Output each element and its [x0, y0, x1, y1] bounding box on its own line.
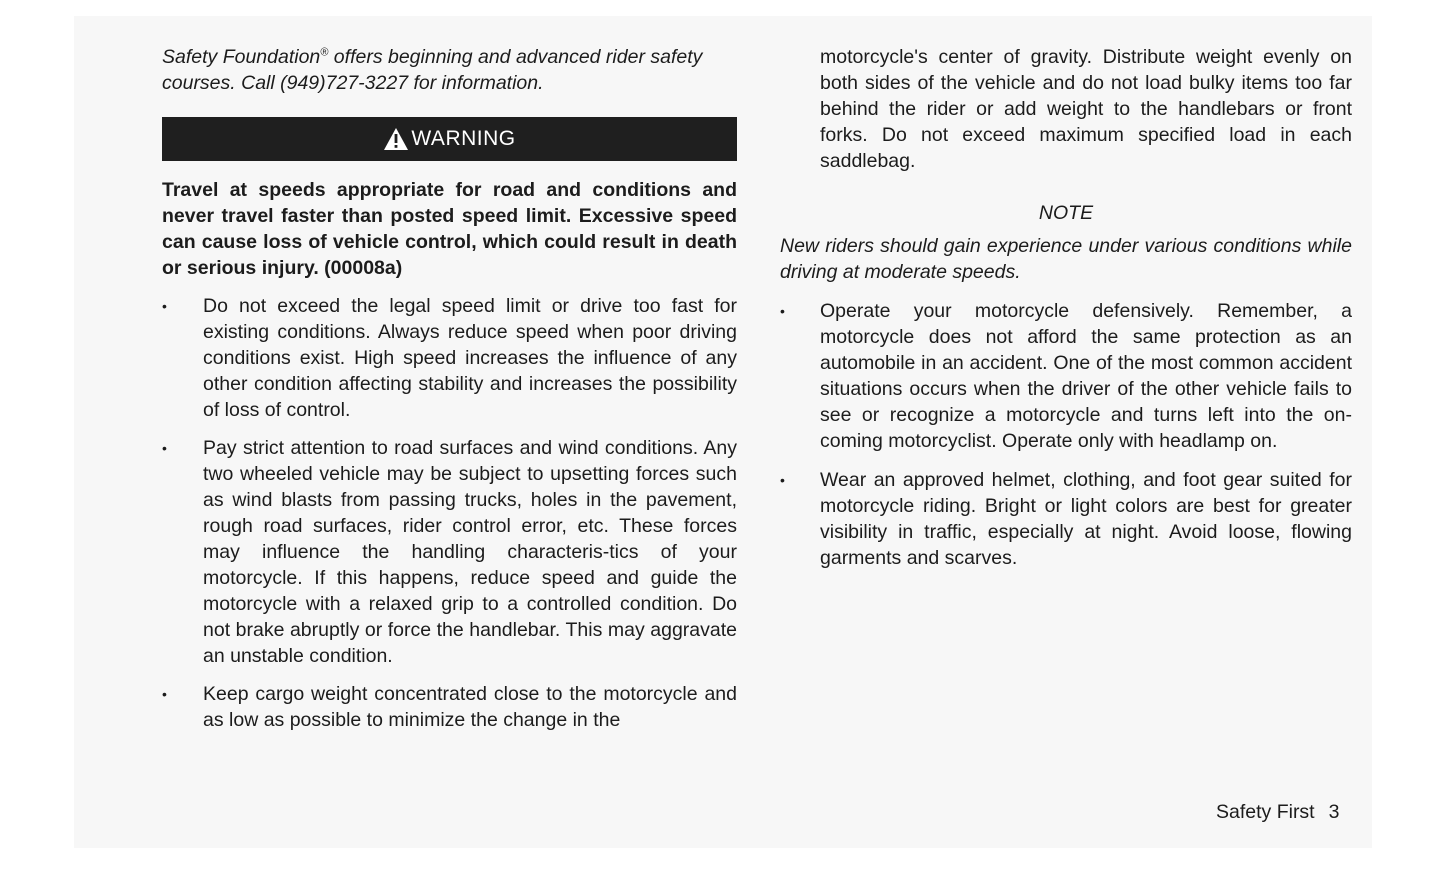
warning-text: Travel at speeds appropriate for road and conditions and never travel faster than posted speed limit. Excessive speed can cause loss of vehicle control, which could result in death or serious injury. (00008a)	[162, 179, 737, 279]
list-item-text: Do not exceed the legal speed limit or drive too fast for existing conditions. Always reduce speed when poor driving conditions exist. High speed increases the influence of any other condition affecting stability and increases the possibility of loss of control.	[203, 295, 737, 421]
intro-paragraph	[162, 44, 737, 96]
list-item	[780, 298, 1352, 454]
footer-section-title: Safety First	[1216, 801, 1315, 823]
registered-mark: ®	[320, 46, 329, 59]
list-item-text: Operate your motorcycle defensively. Remember, a motorcycle does not afford the same protection as an automobile in an accident. One of the most common accident situations occurs when the driver of the other vehicle fails to see or recognize a motorcycle and turns left into the on-coming motorcyclist. Operate only with headlamp on.	[820, 300, 1352, 452]
intro-text-after: offers beginning and advanced rider safety courses. Call (949)727-3227 for information.	[162, 46, 703, 94]
list-item-text: Keep cargo weight concentrated close to the motorcycle and as low as possible to minimize the change in the	[203, 683, 737, 731]
list-item-text: Pay strict attention to road surfaces and wind conditions. Any two wheeled vehicle may be subject to upsetting forces such as wind blasts from passing trucks, holes in the pavement, rough road surfaces, rider control error, etc. These forces may influence the handling characteris-tics of your motorcycle. If this happens, reduce speed and guide the motorcycle with a relaxed grip to a controlled condition. Do not brake abruptly or force the handlebar. This may aggravate an unstable condition.	[203, 437, 737, 667]
page-number: 3	[1328, 801, 1340, 823]
left-bullet-list	[162, 293, 737, 745]
list-item	[780, 467, 1352, 571]
bullet-dot: •	[162, 298, 167, 314]
bullet-dot: •	[162, 686, 167, 702]
list-item	[162, 435, 737, 669]
note-text: New riders should gain experience under various conditions while driving at moderate speeds.	[780, 235, 1352, 283]
right-bullet-list	[780, 298, 1352, 584]
list-item	[162, 293, 737, 423]
page-footer	[1216, 799, 1339, 825]
continuation-paragraph: motorcycle's center of gravity. Distribute weight evenly on both sides of the vehicle and do not load bulky items too far behind the rider or add weight to the handlebars or front forks. Do not exceed maximum specified load in each saddlebag.	[820, 46, 1352, 172]
list-item	[162, 681, 737, 733]
warning-triangle-icon	[383, 127, 409, 151]
bullet-dot: •	[780, 472, 785, 488]
warning-banner	[162, 117, 737, 161]
intro-text-before: Safety Foundation	[162, 46, 321, 68]
bullet-dot: •	[162, 440, 167, 456]
note-heading: NOTE	[1038, 202, 1094, 224]
list-item-text: Wear an approved helmet, clothing, and foot gear suited for motorcycle riding. Bright or light colors are best for greater visibility in traffic, especially at night. Avoid loose, flowing garments and scarves.	[820, 469, 1352, 569]
warning-label: WARNING	[411, 127, 516, 150]
manual-page	[74, 16, 1372, 848]
bullet-dot: •	[780, 303, 785, 319]
